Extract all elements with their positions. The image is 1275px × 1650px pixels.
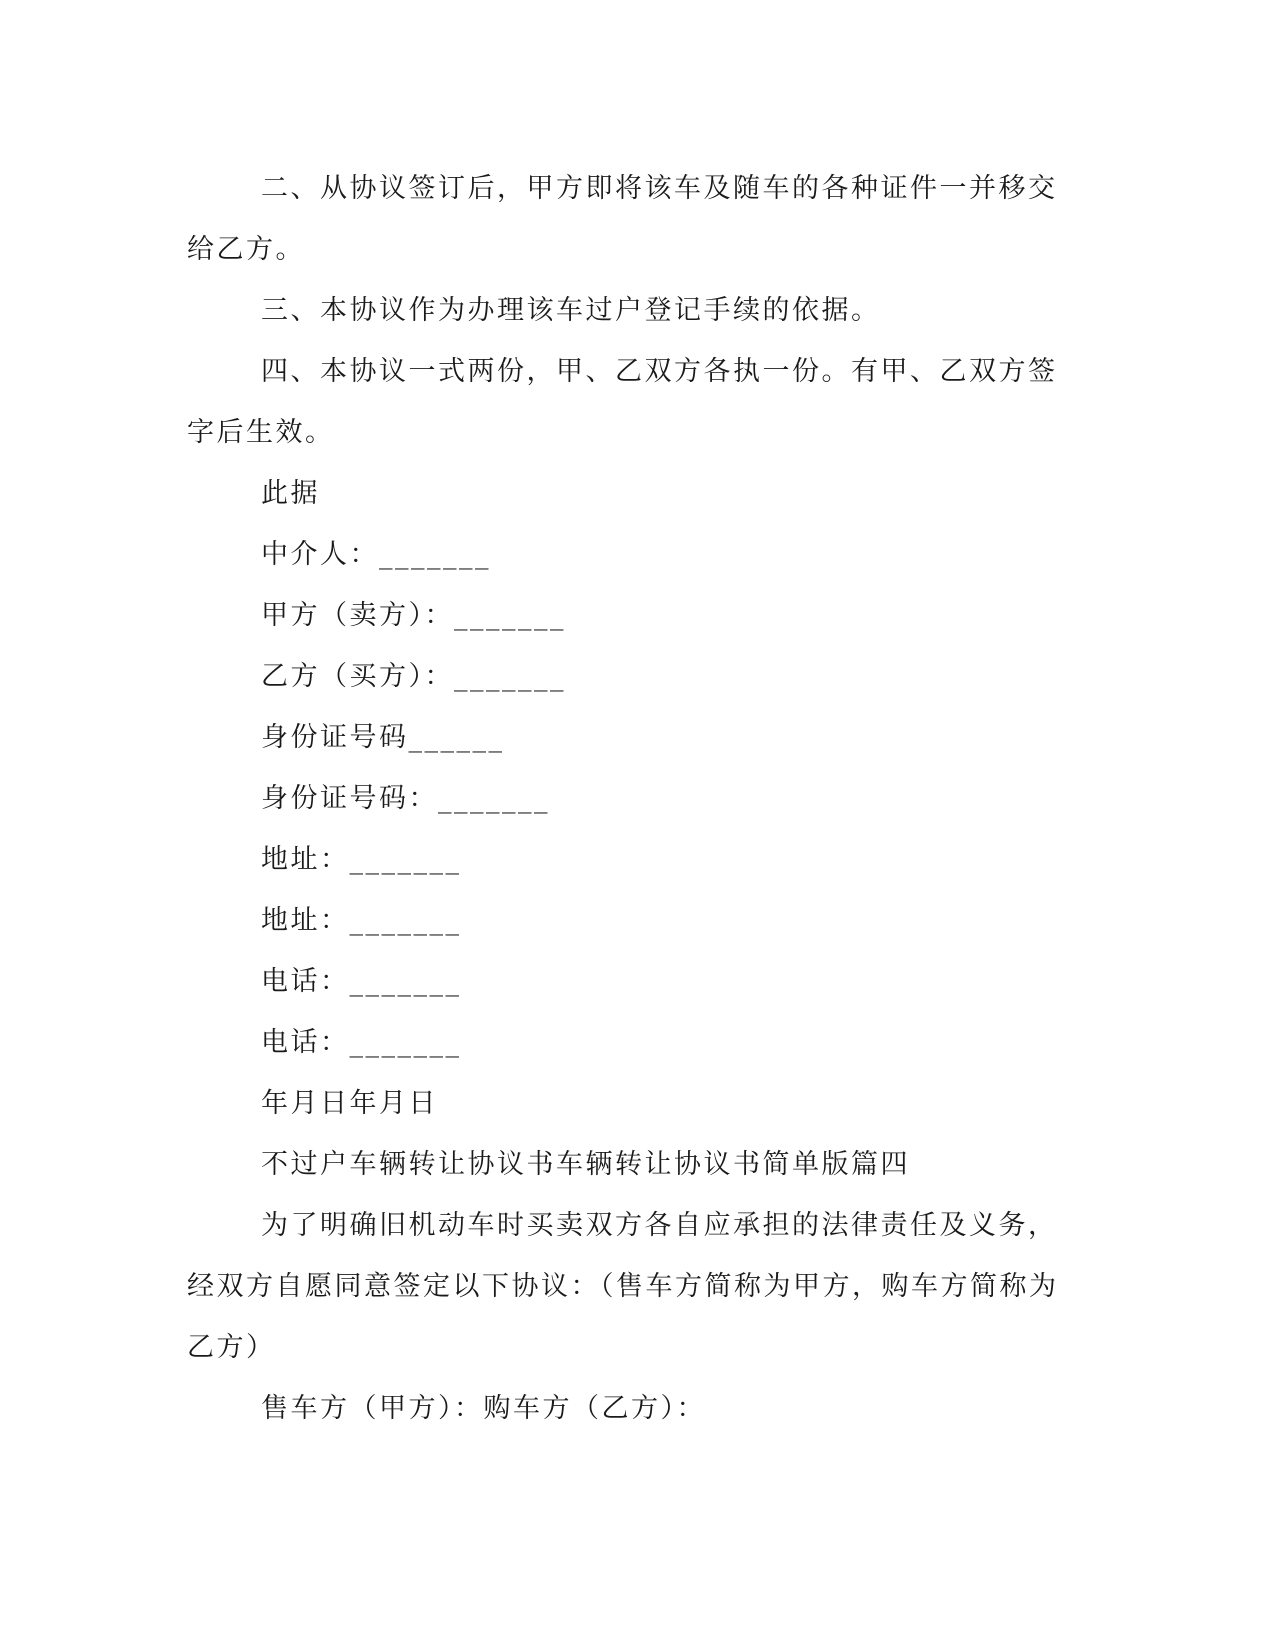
clause-three: 三、本协议作为办理该车过户登记手续的依据。 (261, 295, 881, 326)
field-address-1: 地址：_______ (261, 844, 462, 875)
field-id-number-1: 身份证号码______ (261, 722, 505, 753)
intro-paragraph: 为了明确旧机动车时买卖双方各自应承担的法律责任及义务，经双方自愿同意签定以下协议：（售车方简称为甲方，购车方简称为乙方） (187, 1210, 1059, 1363)
date-line: 年月日年月日 (261, 1088, 438, 1119)
parties-line: 售车方（甲方）：购车方（乙方）： (261, 1393, 706, 1424)
clause-two: 二、从协议签订后，甲方即将该车及随车的各种证件一并移交给乙方。 (187, 173, 1058, 265)
field-id-number-2: 身份证号码：_______ (261, 783, 550, 814)
field-phone-2: 电话：_______ (261, 1027, 462, 1058)
field-party-b-buyer: 乙方（买方）：_______ (261, 661, 566, 692)
closing-text: 此据 (261, 478, 320, 509)
field-intermediary: 中介人：_______ (261, 539, 491, 570)
field-phone-1: 电话：_______ (261, 966, 462, 997)
document-body (187, 158, 1067, 1439)
field-address-2: 地址：_______ (261, 905, 462, 936)
clause-four: 四、本协议一式两份，甲、乙双方各执一份。有甲、乙双方签字后生效。 (187, 356, 1058, 448)
section-heading: 不过户车辆转让协议书车辆转让协议书简单版篇四 (261, 1149, 910, 1180)
field-party-a-seller: 甲方（卖方）：_______ (261, 600, 566, 631)
